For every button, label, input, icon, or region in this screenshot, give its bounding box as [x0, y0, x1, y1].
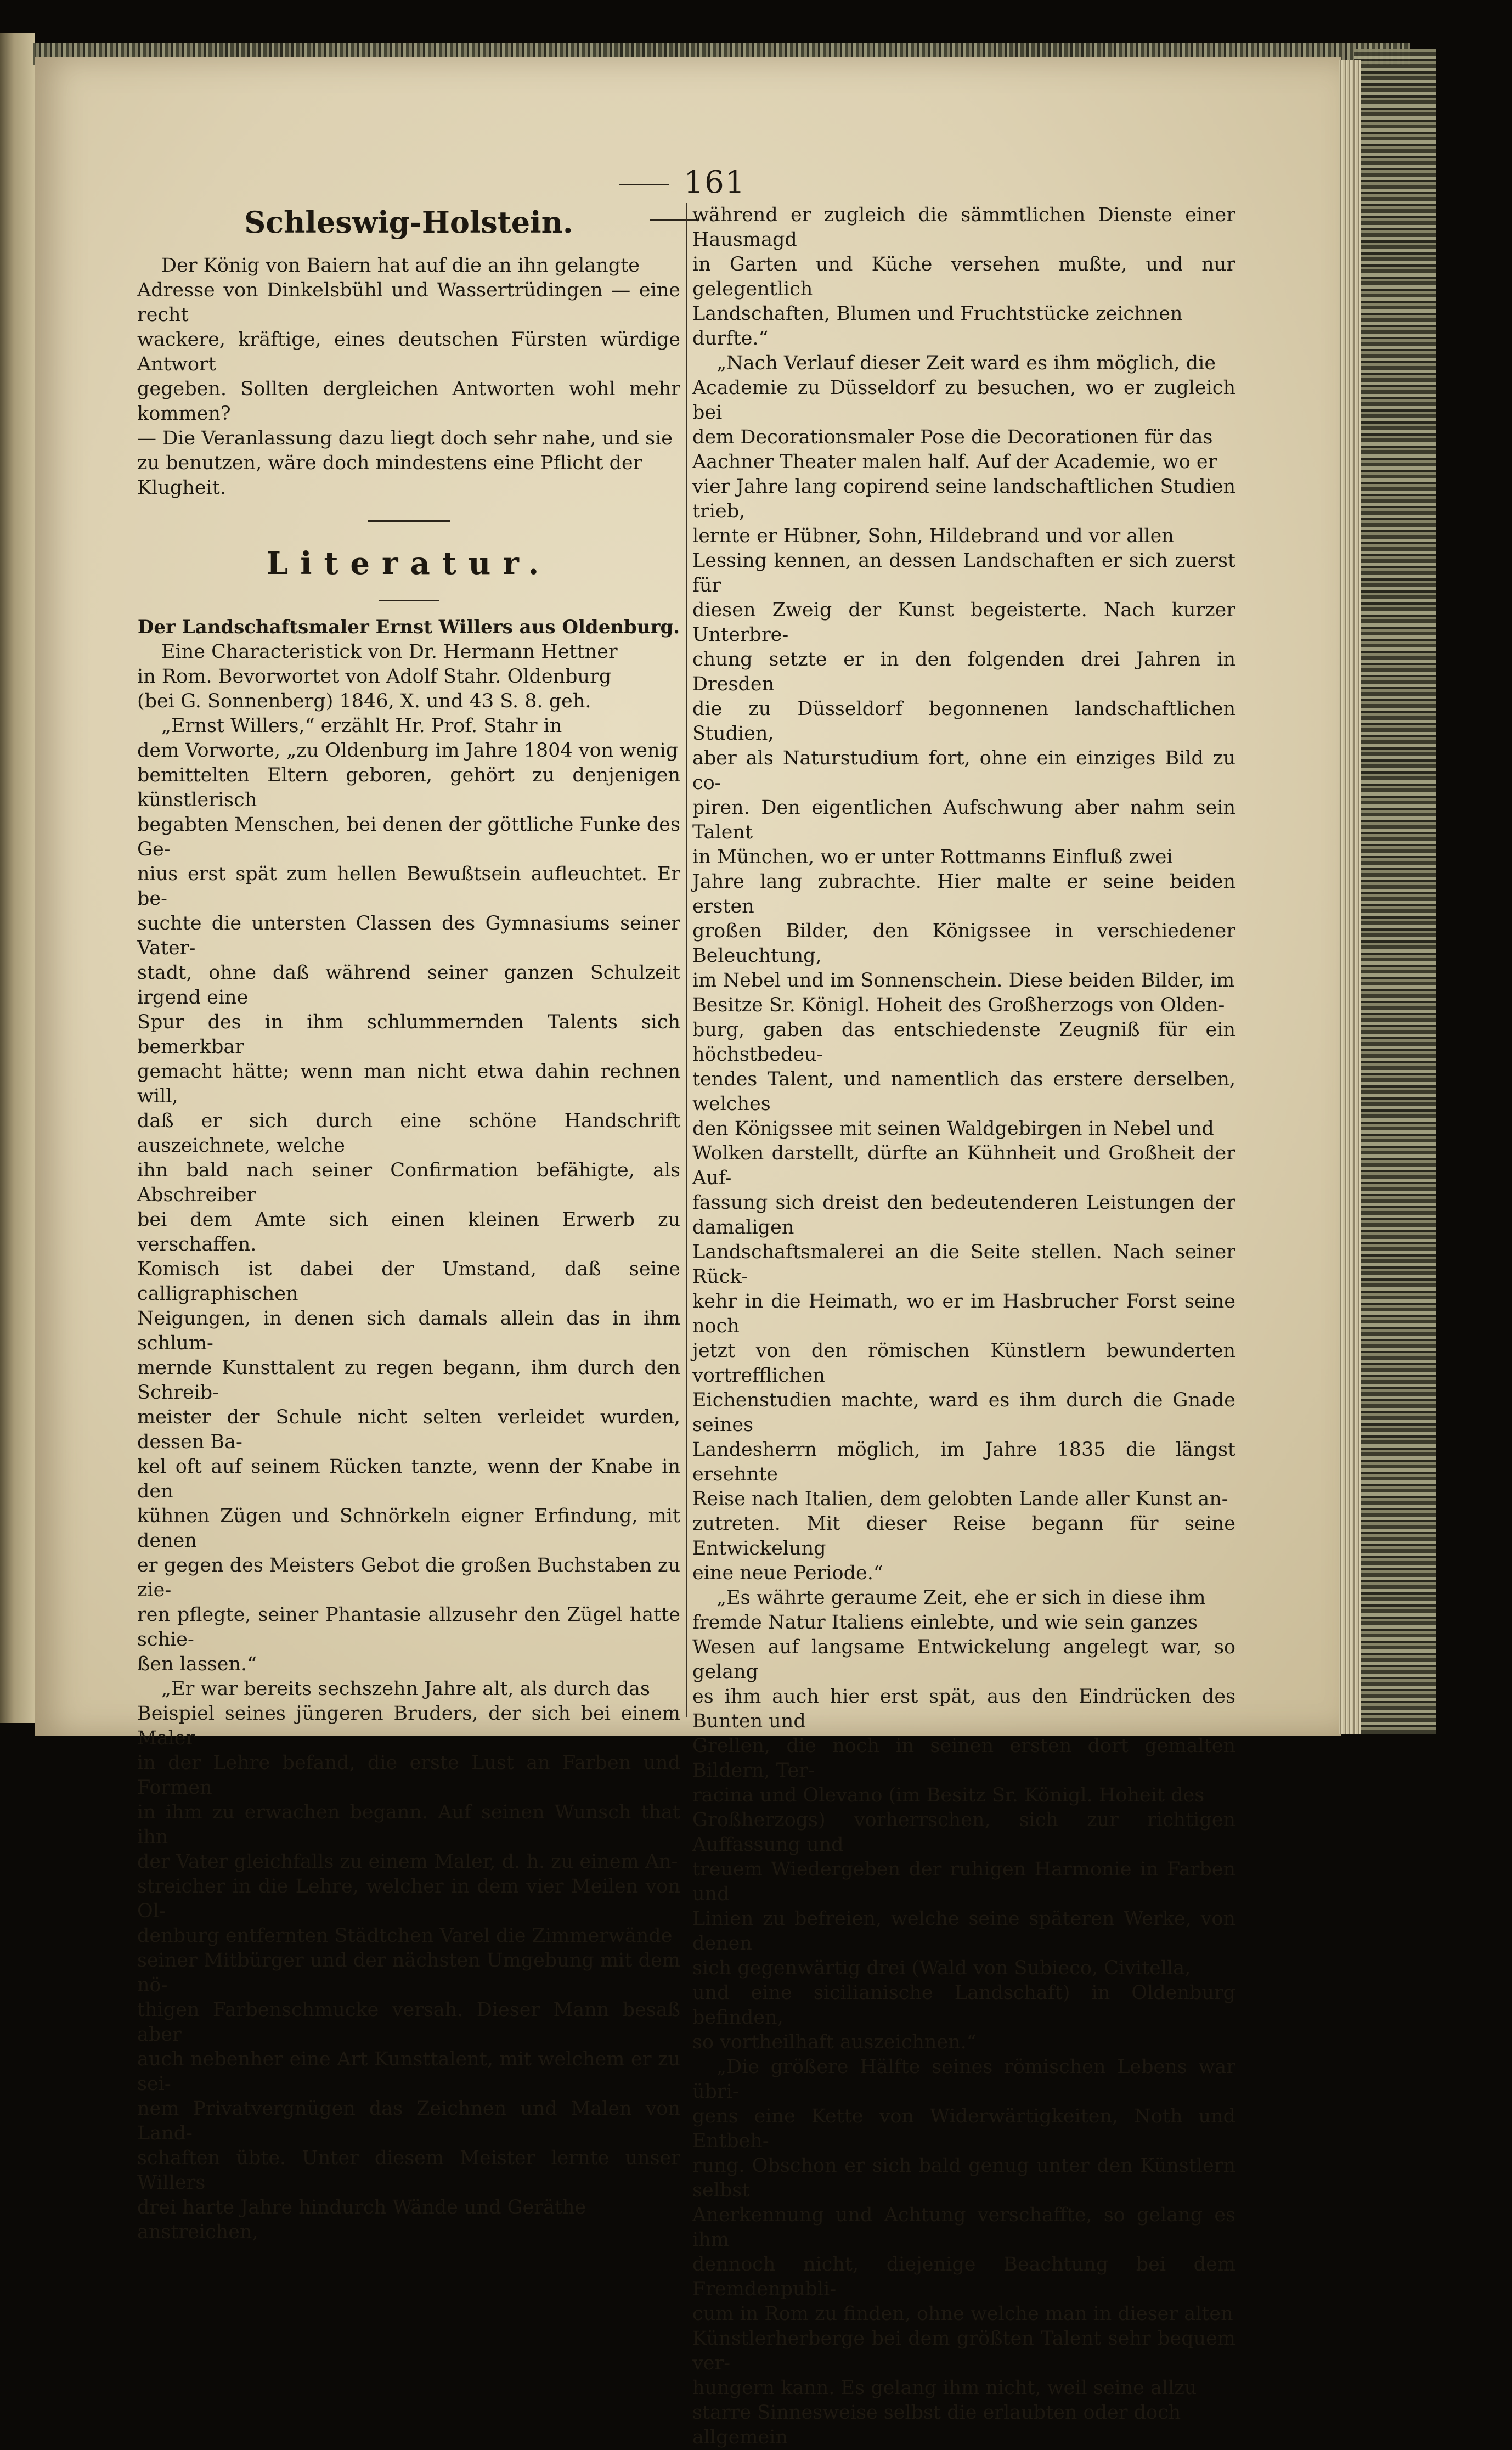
- text-line: ren pflegte, seiner Phantasie allzusehr den Zügel hatte schie-: [137, 1604, 680, 1651]
- text-line: drei harte Jahre hindurch Wände und Geräthe anstreichen,: [137, 2196, 586, 2243]
- text-line: daß er sich durch eine schöne Handschrift auszeichnete, welche: [137, 1110, 680, 1157]
- text-line: thigen Farbenschmucke versah. Dieser Mann besaß aber: [137, 1999, 680, 2046]
- text-line: chung setzte er in den folgenden drei Jahren in Dresden: [692, 649, 1235, 695]
- text-line: Neigungen, in denen sich damals allein das in ihm schlum-: [137, 1308, 680, 1354]
- text-line: in Garten und Küche versehen mußte, und nur gelegentlich: [692, 254, 1235, 300]
- text-line: großen Bilder, den Königssee in verschiedener Beleuchtung,: [692, 920, 1235, 967]
- text-line: Wesen auf langsame Entwickelung angelegt war, so gelang: [692, 1636, 1235, 1683]
- text-line: ihn bald nach seiner Confirmation befähigte, als Abschreiber: [137, 1159, 680, 1206]
- text-line: gemacht hätte; wenn man nicht etwa dahin rechnen will,: [137, 1061, 680, 1107]
- paragraph-2-right: [692, 1586, 1235, 2055]
- text-line: während er zugleich die sämmtlichen Dienste einer Hausmagd: [692, 204, 1235, 251]
- text-line: „Er war bereits sechszehn Jahre alt, als durch das: [161, 1678, 650, 1700]
- text-line: kel oft auf seinem Rücken tanzte, wenn der Knabe in den: [137, 1456, 680, 1502]
- text-line: burg, gaben das entschiedenste Zeugniß für ein höchstbedeu-: [692, 1019, 1235, 1066]
- left-column: [137, 203, 680, 2245]
- text-line: Reise nach Italien, dem gelobten Lande aller Kunst an-: [692, 1488, 1228, 1510]
- text-line: dem Vorworte, „zu Oldenburg im Jahre 1804 von wenig: [137, 740, 679, 762]
- text-line: kühnen Zügen und Schnörkeln eigner Erfindung, mit denen: [137, 1505, 680, 1552]
- text-line: nius erst spät zum hellen Bewußtsein aufleuchtet. Er be-: [137, 863, 680, 910]
- text-line: in Rom. Bevorwortet von Adolf Stahr. Oldenburg: [137, 666, 612, 688]
- text-line: Adresse von Dinkelsbühl und Wassertrüdingen — eine recht: [137, 279, 680, 326]
- page-stack: [1339, 60, 1361, 1734]
- text-line: Landschaften, Blumen und Fruchtstücke zeichnen durfte.“: [692, 303, 1183, 350]
- text-line: in München, wo er unter Rottmanns Einfluß zwei: [692, 846, 1173, 868]
- text-line: Komisch ist dabei der Umstand, daß seine calligraphischen: [137, 1258, 680, 1305]
- text-line: gegeben. Sollten dergleichen Antworten wohl mehr kommen?: [137, 378, 680, 425]
- text-line: den Königssee mit seinen Waldgebirgen in Nebel und: [692, 1118, 1214, 1140]
- text-line: starre Sinnesweise selbst die erlaubten oder doch allgemein: [692, 2402, 1181, 2448]
- text-line: fremde Natur Italiens einlebte, und wie sein ganzes: [692, 1612, 1198, 1634]
- text-line: Aachner Theater malen half. Auf der Academie, wo er: [692, 451, 1217, 473]
- right-column: [692, 203, 1235, 2450]
- text-line: Landschaftsmalerei an die Seite stellen. Nach seiner Rück-: [692, 1241, 1235, 1288]
- text-line: wackere, kräftige, eines deutschen Fürsten würdige Antwort: [137, 329, 680, 375]
- text-line: lernte er Hübner, Sohn, Hildebrand und vor allen: [692, 525, 1174, 547]
- text-line: die zu Düsseldorf begonnenen landschaftlichen Studien,: [692, 698, 1235, 745]
- text-line: begabten Menschen, bei denen der göttliche Funke des Ge-: [137, 814, 680, 860]
- text-line: Klugheit.: [137, 477, 226, 499]
- divider: [368, 520, 450, 522]
- text-line: tendes Talent, und namentlich das erstere derselben, welches: [692, 1068, 1235, 1115]
- text-line: „Nach Verlauf dieser Zeit ward es ihm möglich, die: [716, 352, 1216, 374]
- text-line: diesen Zweig der Kunst begeisterte. Nach kurzer Unterbre-: [692, 599, 1235, 646]
- section-title: Schleswig-Holstein.: [244, 205, 573, 240]
- text-line: mernde Kunsttalent zu regen begann, ihm durch den Schreib-: [137, 1357, 680, 1404]
- text-line: er gegen des Meisters Gebot die großen Buchstaben zu zie-: [137, 1555, 680, 1601]
- text-line: racina und Olevano (im Besitz Sr. Königl. Hoheit des: [692, 1784, 1205, 1806]
- text-line: dennoch nicht, diejenige Beachtung bei dem Fremdenpubli-: [692, 2254, 1235, 2300]
- text-line: zu benutzen, wäre doch mindestens eine Pflicht der: [137, 452, 642, 474]
- text-line: Anerkennung und Achtung verschaffte, so gelang es ihm: [692, 2204, 1235, 2251]
- paragraph-1-right: [692, 351, 1235, 1586]
- text-line: in der Lehre befand, die erste Lust an Farben und Formen: [137, 1752, 680, 1799]
- text-line: Wolken darstellt, dürfte an Kühnheit und Großheit der Auf-: [692, 1142, 1235, 1189]
- text-line: im Nebel und im Sonnenschein. Diese beiden Bilder, im: [692, 970, 1235, 992]
- text-line: suchte die untersten Classen des Gymnasiums seiner Vater-: [137, 913, 680, 959]
- left-page-edge: [0, 33, 35, 1723]
- section-text: [137, 254, 680, 500]
- text-line: Spur des in ihm schlummernden Talents sich bemerkbar: [137, 1011, 680, 1058]
- text-line: nem Privatvergnügen das Zeichnen und Malen von Land-: [137, 2098, 680, 2144]
- text-line: Grellen, die noch in seinen ersten dort gemalten Bildern, Ter-: [692, 1735, 1235, 1782]
- text-line: hungern kann. Es gelang ihm nicht, weil seine allzu: [692, 2377, 1197, 2399]
- text-line: „Die größere Hälfte seines römischen Lebens war übri-: [692, 2056, 1235, 2103]
- text-line: der Vater gleichfalls zu einem Maler, d. h. zu einem An-: [137, 1851, 678, 1873]
- text-line: „Ernst Willers,“ erzählt Hr. Prof. Stahr in: [161, 715, 562, 737]
- paragraph-1: [137, 714, 680, 1677]
- text-line: vier Jahre lang copirend seine landschaftlichen Studien trieb,: [692, 476, 1235, 522]
- text-line: auch nebenher eine Art Kunsttalent, mit welchem er zu sei-: [137, 2048, 680, 2095]
- text-line: Der König von Baiern hat auf die an ihn gelangte: [161, 255, 640, 277]
- text-line: Eine Characteristick von Dr. Hermann Hettner: [161, 641, 618, 663]
- column-rule: [686, 203, 687, 1717]
- text-line: piren. Den eigentlichen Aufschwung aber nahm sein Talent: [692, 797, 1235, 843]
- text-line: sich gegenwärtig drei (Wald von Subieco, Civitella,: [692, 1957, 1191, 1979]
- text-line: eine neue Periode.“: [692, 1562, 883, 1584]
- text-line: (bei G. Sonnenberg) 1846, X. und 43 S. 8. geh.: [137, 690, 591, 712]
- text-line: Lessing kennen, an dessen Landschaften er sich zuerst für: [692, 550, 1235, 596]
- paragraph-0: [692, 203, 1235, 351]
- text-line: treuem Wiedergeben der ruhigen Harmonie in Farben und: [692, 1858, 1235, 1905]
- text-line: seiner Mitbürger und der nächsten Umgebung mit dem nö-: [137, 1950, 680, 1996]
- text-line: es ihm auch hier erst spät, aus den Eindrücken des Bunten und: [692, 1686, 1235, 1732]
- text-line: gens eine Kette von Widerwärtigkeiten, Noth und Entbeh-: [692, 2105, 1235, 2152]
- text-line: meister der Schule nicht selten verleidet wurden, dessen Ba-: [137, 1406, 680, 1453]
- text-line: und eine sicilianische Landschaft) in Oldenburg befinden,: [692, 1982, 1235, 2029]
- text-line: Besitze Sr. Königl. Hoheit des Großherzogs von Olden-: [692, 994, 1225, 1016]
- text-line: cum in Rom zu finden, ohne welche man in dieser alten: [692, 2303, 1233, 2325]
- text-line: „Es währte geraume Zeit, ehe er sich in diese ihm: [716, 1587, 1206, 1609]
- page-number-text: 161: [684, 165, 746, 200]
- text-line: Academie zu Düsseldorf zu besuchen, wo er zugleich bei: [692, 377, 1235, 424]
- text-line: kehr in die Heimath, wo er im Hasbrucher Forst seine noch: [692, 1291, 1235, 1337]
- text-line: bei dem Amte sich einen kleinen Erwerb zu verschaffen.: [137, 1209, 680, 1255]
- text-line: rung. Obschon er sich bald genug unter den Künstlern selbst: [692, 2155, 1235, 2201]
- divider-short: [379, 600, 439, 601]
- text-line: so vortheilhaft auszeichnen.“: [692, 2031, 977, 2053]
- page-number-dash-left: [619, 184, 669, 185]
- text-line: dem Decorationsmaler Pose die Decorationen für das: [692, 426, 1213, 448]
- text-line: Großherzogs) vorherrschen, sich zur richtigen Auffassung und: [692, 1809, 1235, 1856]
- paragraph-2: [137, 1677, 680, 2245]
- text-line: Landesherrn möglich, im Jahre 1835 die längst ersehnte: [692, 1439, 1235, 1485]
- text-line: — Die Veranlassung dazu liegt doch sehr nahe, und sie: [137, 427, 673, 449]
- paragraph-3-right: [692, 2055, 1235, 2450]
- book-right-edge: [1354, 49, 1436, 1734]
- text-line: Jahre lang zubrachte. Hier malte er seine beiden ersten: [692, 871, 1235, 917]
- literature-heading: Literatur.: [266, 545, 551, 582]
- text-line: schaften übte. Unter diesem Meister lernte unser Willers: [137, 2147, 680, 2194]
- text-line: fassung sich dreist den bedeutenderen Leistungen der damaligen: [692, 1192, 1235, 1238]
- text-line: Eichenstudien machte, ward es ihm durch die Gnade seines: [692, 1389, 1235, 1436]
- bibliography: [137, 640, 680, 714]
- text-line: denburg entfernten Städtchen Varel die Zimmerwände: [137, 1925, 673, 1947]
- text-line: Linien zu befreien, welche seine späteren Werke, von denen: [692, 1908, 1235, 1955]
- text-line: zutreten. Mit dieser Reise begann für seine Entwickelung: [692, 1513, 1235, 1559]
- article-title: Der Landschaftsmaler Ernst Willers aus Oldenburg.: [137, 616, 680, 638]
- text-line: bemittelten Eltern geboren, gehört zu denjenigen künstlerisch: [137, 764, 680, 811]
- text-line: aber als Naturstudium fort, ohne ein einziges Bild zu co-: [692, 747, 1235, 794]
- text-line: jetzt von den römischen Künstlern bewunderten vortrefflichen: [692, 1340, 1235, 1387]
- text-line: Beispiel seines jüngeren Bruders, der sich bei einem Maler: [137, 1703, 680, 1749]
- text-line: stadt, ohne daß während seiner ganzen Schulzeit irgend eine: [137, 962, 680, 1009]
- text-line: ßen lassen.“: [137, 1653, 257, 1675]
- text-line: Künstlerherberge bei dem größten Talent sehr bequem ver-: [692, 2328, 1235, 2374]
- text-line: in ihm zu erwachen begann. Auf seinen Wunsch that ihn: [137, 1801, 680, 1848]
- text-line: streicher in die Lehre, welcher in dem vier Meilen von Ol-: [137, 1875, 680, 1922]
